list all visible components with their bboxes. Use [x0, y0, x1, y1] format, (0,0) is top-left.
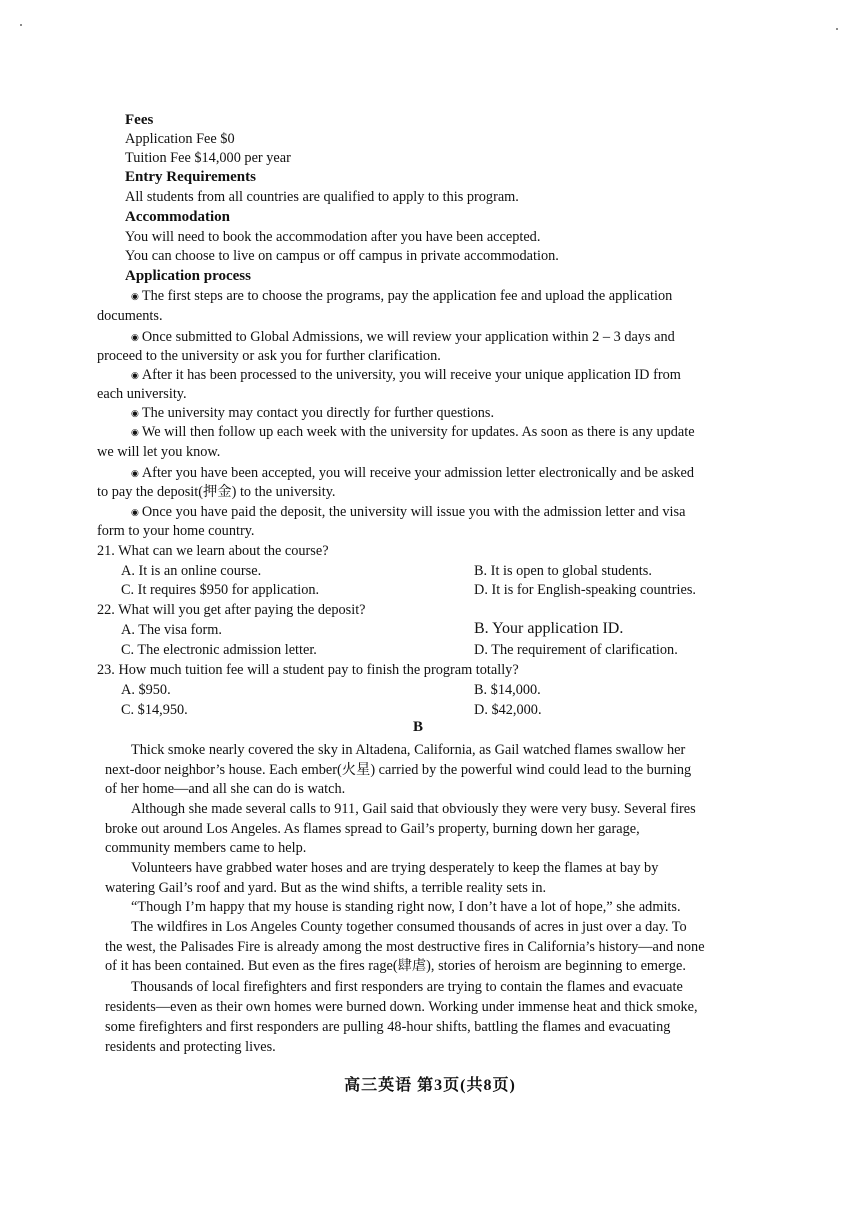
option-b: B. $14,000.: [474, 682, 541, 698]
process-step: ◉ We will then follow up each week with the university for updates. As soon as there is any update: [131, 423, 695, 443]
option-b: B. Your application ID.: [474, 620, 624, 637]
passage-line: of it has been contained. But even as the fires rage(肆虐), stories of heroism are beginning to emerge.: [105, 958, 686, 974]
passage-line: of her home—and all she can do is watch.: [105, 781, 346, 797]
process-step: ◉ After it has been processed to the university, you will receive your unique application ID from: [131, 366, 681, 386]
option-c: C. $14,950.: [121, 702, 188, 718]
option-a: A. The visa form.: [121, 622, 222, 638]
process-step-cont: proceed to the university or ask you for further clarification.: [97, 348, 441, 364]
option-d: D. The requirement of clarification.: [474, 642, 678, 658]
application-fee: Application Fee $0: [125, 131, 235, 147]
passage-line: Thousands of local firefighters and first responders are trying to contain the flames and evacuate: [131, 979, 683, 995]
scan-speck: [836, 28, 838, 30]
scan-speck: [20, 24, 22, 26]
option-c: C. The electronic admission letter.: [121, 642, 317, 658]
question-stem: 22. What will you get after paying the deposit?: [97, 602, 366, 618]
passage-line: community members came to help.: [105, 840, 307, 856]
process-step-cont: each university.: [97, 386, 187, 402]
passage-line: some firefighters and first responders are pulling 48-hour shifts, battling the flames and evacuating: [105, 1019, 671, 1035]
process-step: ◉ Once submitted to Global Admissions, we will review your application within 2 – 3 days and: [131, 328, 675, 348]
process-heading: Application process: [125, 268, 251, 284]
option-a: A. $950.: [121, 682, 171, 698]
question-stem: 23. How much tuition fee will a student pay to finish the program totally?: [97, 662, 519, 678]
process-step-cont: documents.: [97, 308, 163, 324]
passage-line: next-door neighbor’s house. Each ember(火星) carried by the powerful wind could lead to the burning: [105, 762, 692, 778]
passage-line: Thick smoke nearly covered the sky in Altadena, California, as Gail watched flames swallow her: [131, 742, 686, 758]
accommodation-line: You can choose to live on campus or off campus in private accommodation.: [125, 248, 559, 264]
passage-line: watering Gail’s roof and yard. But as the wind shifts, a terrible reality sets in.: [105, 880, 547, 896]
tuition-fee: Tuition Fee $14,000 per year: [125, 150, 291, 166]
fees-heading: Fees: [125, 112, 154, 128]
passage-line: The wildfires in Los Angeles County together consumed thousands of acres in just over a day. To: [131, 919, 687, 935]
passage-line: residents and protecting lives.: [105, 1039, 276, 1055]
option-d: D. It is for English-speaking countries.: [474, 582, 696, 598]
process-step-cont: to pay the deposit(押金) to the university.: [97, 484, 336, 500]
option-a: A. It is an online course.: [121, 563, 262, 579]
accommodation-heading: Accommodation: [125, 209, 230, 225]
entry-text: All students from all countries are qualified to apply to this program.: [125, 189, 519, 205]
page-footer: 高三英语 第3页(共8页): [344, 1077, 516, 1094]
process-step-cont: we will let you know.: [97, 444, 221, 460]
entry-heading: Entry Requirements: [125, 169, 256, 185]
passage-line: Volunteers have grabbed water hoses and are trying desperately to keep the flames at bay by: [131, 860, 659, 876]
passage-line: residents—even as their own homes were burned down. Working under immense heat and thick smoke,: [105, 999, 698, 1015]
option-c: C. It requires $950 for application.: [121, 582, 320, 598]
option-b: B. It is open to global students.: [474, 563, 652, 579]
process-step-cont: form to your home country.: [97, 523, 255, 539]
process-step: ◉ Once you have paid the deposit, the university will issue you with the admission letter and visa: [131, 503, 685, 523]
passage-line: the west, the Palisades Fire is already among the most destructive fires in California’s history—and none: [105, 939, 705, 955]
accommodation-line: You will need to book the accommodation after you have been accepted.: [125, 229, 541, 245]
passage-line: Although she made several calls to 911, Gail said that obviously they were very busy. Several fires: [131, 801, 696, 817]
process-step: ◉ The first steps are to choose the programs, pay the application fee and upload the application: [131, 287, 787, 307]
process-step: ◉ The university may contact you directly for further questions.: [131, 404, 494, 424]
process-step: ◉ After you have been accepted, you will receive your admission letter electronically and be asked: [131, 464, 694, 484]
passage-line: broke out around Los Angeles. As flames spread to Gail’s property, burning down her garage,: [105, 821, 640, 837]
option-d: D. $42,000.: [474, 702, 542, 718]
section-label: B: [413, 719, 424, 735]
question-stem: 21. What can we learn about the course?: [97, 543, 329, 559]
passage-line: “Though I’m happy that my house is standing right now, I don’t have a lot of hope,” she admits.: [131, 899, 681, 915]
